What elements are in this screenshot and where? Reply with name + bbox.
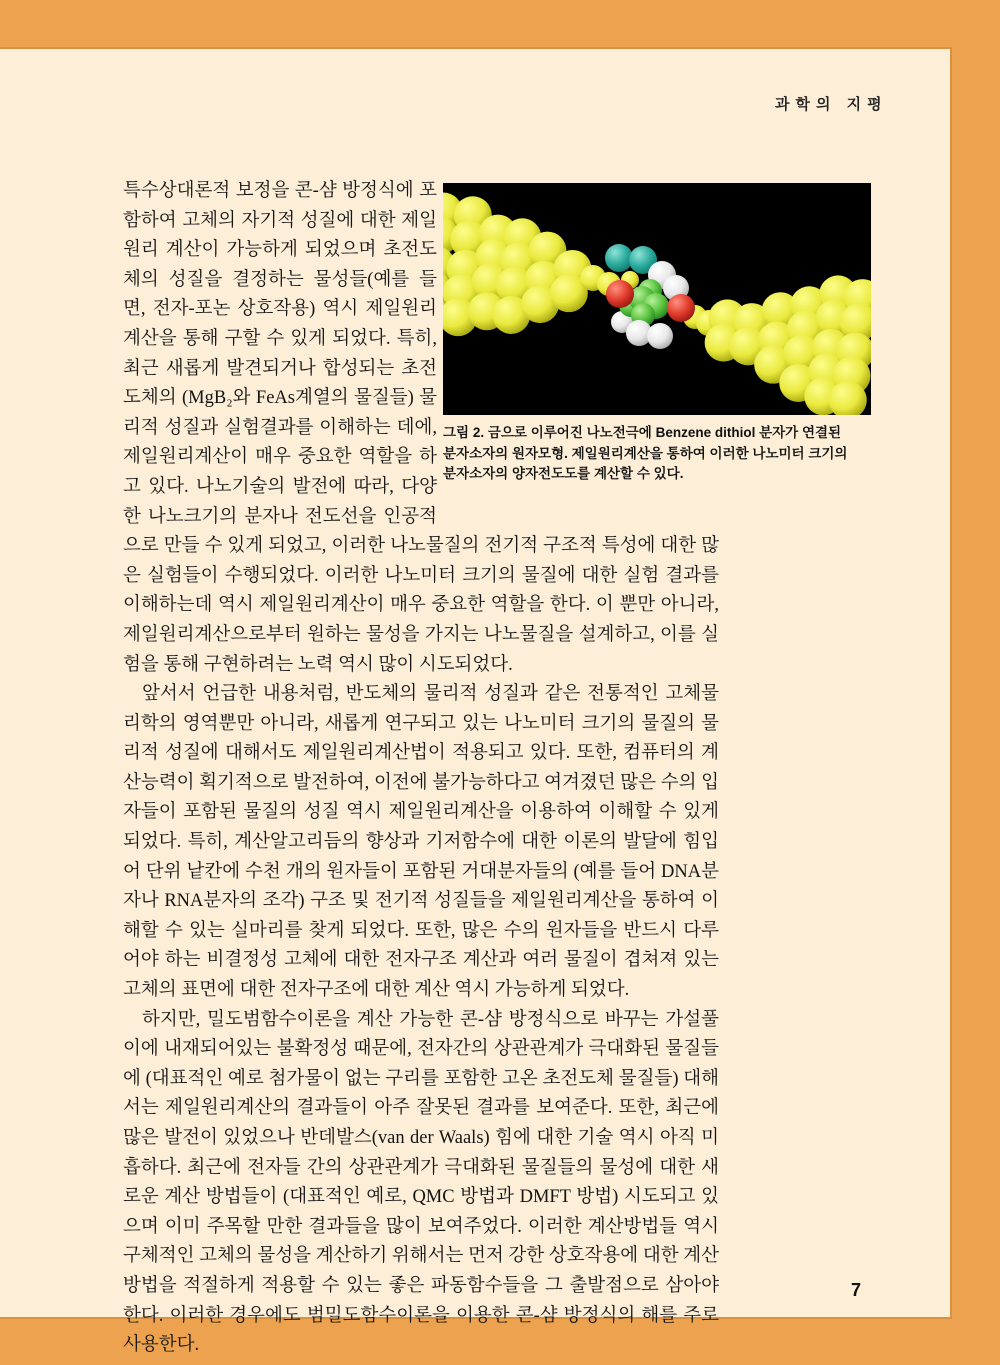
paragraph-3: 하지만, 밀도범함수이론을 계산 가능한 콘-샴 방정식으로 바꾸는 가설풀이에 내재되어있는 불확정성 때문에, 전자간의 상관관계가 극대화된 물질들에 (대표적인 예로 첨가물이 없는 구리를 포함한 고온 초전도체 물질들) 대해서는 제일원리계산의 결과들이 아주 잘못된 결과를 보여준다. 또한, 최근에 많은 발전이 있었으나 반데발스(van der Waals) 힘에 대한 기술 역시 아직 미흡하다. 최근에 전자들 간의 상관관계가 극대화된 물질들의 물성에 대한 새로운 계산 방법들이 (대표적인 예로, QMC 방법과 DMFT 방법) 시도되고 있으며 이미 주목할 만한 결과들을 많이 보여주었다. 이러한 계산방법들 역시 구체적인 고체의 물성을 계산하기 위해서는 먼저 강한 상호작용에 대한 계산방법을 적절하게 적용할 수 있는 좋은 파동함수들을 그 출발점으로 삼아야 한다. 이러한 경우에도 범밀도함수이론을 이용한 콘-샴 방정식의 해를 주로 사용한다.	[123, 1009, 719, 1356]
paragraph-2: 앞서서 언급한 내용처럼, 반도체의 물리적 성질과 같은 전통적인 고체물리학의 영역뿐만 아니라, 새롭게 연구되고 있는 나노미터 크기의 물질의 물리적 성질에 대해서도 제일원리계산법이 적용되고 있다. 또한, 컴퓨터의 계산능력이 획기적으로 발전하여, 이전에 불가능하다고 여겨졌던 많은 수의 입자들이 포함된 물질의 성질 역시 제일원리계산을 이용하여 이해할 수 있게 되었다. 특히, 계산알고리듬의 향상과 기저함수에 대한 이론의 발달에 힘입어 단위 낱칸에 수천 개의 원자들이 포함된 거대분자들의 (예를 들어 DNA분자나 RNA분자의 조각) 구조 및 전기적 성질들을 제일원리계산을 통하여 이해할 수 있는 실마리를 찾게 되었다. 또한, 많은 수의 원자들을 반드시 다루어야 하는 비결정성 고체에 대한 전자구조 계산과 여러 물질이 겹쳐져 있는 고체의 표면에 대한 전자구조에 대한 계산 역시 가능하게 되었다.	[123, 684, 719, 1001]
figure-2	[443, 183, 871, 485]
paragraph-1-text: 특수상대론적 보정을 콘-샴 방정식에 포함하여 고체의 자기적 성질에 대한 제일원리 계산이 가능하게 되었으며 초전도체의 성질을 결정하는 물성들(예를 들면, 전자-포논 상호작용) 역시 제일원리 계산을 통해 구할 수 있게 되었다. 특히, 최근 새롭게 발견되거나 합성되는 초전도체의 (MgB₂와 FeAs계열의 물질들) 물리적 성질과 실험결과를 이해하는 데에, 제일원리계산이 매우 중요한 역할을 하고 있다. 나노기술의 발전에 따라, 다양한 나노크기의 분자나 전도선을 인공적으로 만들 수 있게 되었고, 이러한 나노물질의 전기적 구조적 특성에 대한 많은 실험들이 수행되었다. 이러한 나노미터 크기의 물질에 대한 실험 결과를 이해하는데 역시 제일원리계산이 매우 중요한 역할을 한다. 이 뿐만 아니라, 제일원리계산으로부터 원하는 물성을 가지는 나노물질을 설계하고, 이를 실험을 통해 구현하려는 노력 역시 많이 시도되었다.	[123, 181, 719, 675]
page-number: 7	[851, 1280, 862, 1300]
molecular-device-figure-image	[443, 183, 871, 415]
figure-2-caption: 그림 2. 금으로 이루어진 나노전극에 Benzene dithiol 분자가 연결된 분자소자의 원자모형. 제일원리계산을 통하여 이러한 나노미터 크기의 분자소자의 양자전도도를 계산할 수 있다.	[443, 425, 848, 481]
section-header-label: 과학의 지평	[775, 96, 888, 113]
